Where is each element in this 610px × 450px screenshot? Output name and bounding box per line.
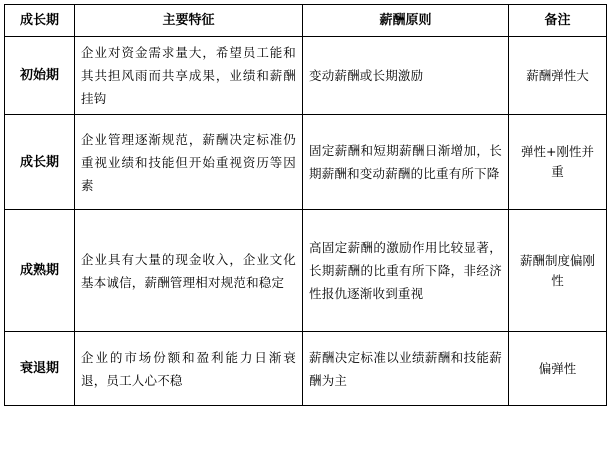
column-header-features: 主要特征 bbox=[75, 5, 303, 37]
header-row bbox=[5, 5, 607, 37]
table-body bbox=[5, 37, 607, 406]
row-note-mature: 薪酬制度偏刚性 bbox=[509, 210, 607, 332]
column-header-note: 备注 bbox=[509, 5, 607, 37]
row-principle-initial: 变动薪酬或长期激励 bbox=[303, 37, 509, 115]
row-feature-initial: 企业对资金需求量大，希望员工能和其共担风雨而共享成果，业绩和薪酬挂钩 bbox=[75, 37, 303, 115]
row-principle-decline: 薪酬决定标准以业绩薪酬和技能薪酬为主 bbox=[303, 332, 509, 406]
row-feature-growth: 企业管理逐渐规范，薪酬决定标准仍重视业绩和技能但开始重视资历等因素 bbox=[75, 115, 303, 210]
row-note-decline: 偏弹性 bbox=[509, 332, 607, 406]
row-principle-growth: 固定薪酬和短期薪酬日渐增加，长期薪酬和变动薪酬的比重有所下降 bbox=[303, 115, 509, 210]
table-row bbox=[5, 210, 607, 332]
row-note-initial: 薪酬弹性大 bbox=[509, 37, 607, 115]
row-stage-growth: 成长期 bbox=[5, 115, 75, 210]
row-stage-initial: 初始期 bbox=[5, 37, 75, 115]
row-principle-mature: 高固定薪酬的激励作用比较显著，长期薪酬的比重有所下降，非经济性报仇逐渐收到重视 bbox=[303, 210, 509, 332]
table-row bbox=[5, 115, 607, 210]
column-header-stage: 成长期 bbox=[5, 5, 75, 37]
column-header-principle: 薪酬原则 bbox=[303, 5, 509, 37]
row-stage-decline: 衰退期 bbox=[5, 332, 75, 406]
table-header bbox=[5, 5, 607, 37]
enterprise-stage-compensation-table bbox=[4, 4, 607, 406]
row-stage-mature: 成熟期 bbox=[5, 210, 75, 332]
row-feature-mature: 企业具有大量的现金收入，企业文化基本诚信，薪酬管理相对规范和稳定 bbox=[75, 210, 303, 332]
row-note-growth: 弹性+刚性并重 bbox=[509, 115, 607, 210]
row-feature-decline: 企业的市场份额和盈利能力日渐衰退，员工人心不稳 bbox=[75, 332, 303, 406]
table-row bbox=[5, 37, 607, 115]
table-row bbox=[5, 332, 607, 406]
